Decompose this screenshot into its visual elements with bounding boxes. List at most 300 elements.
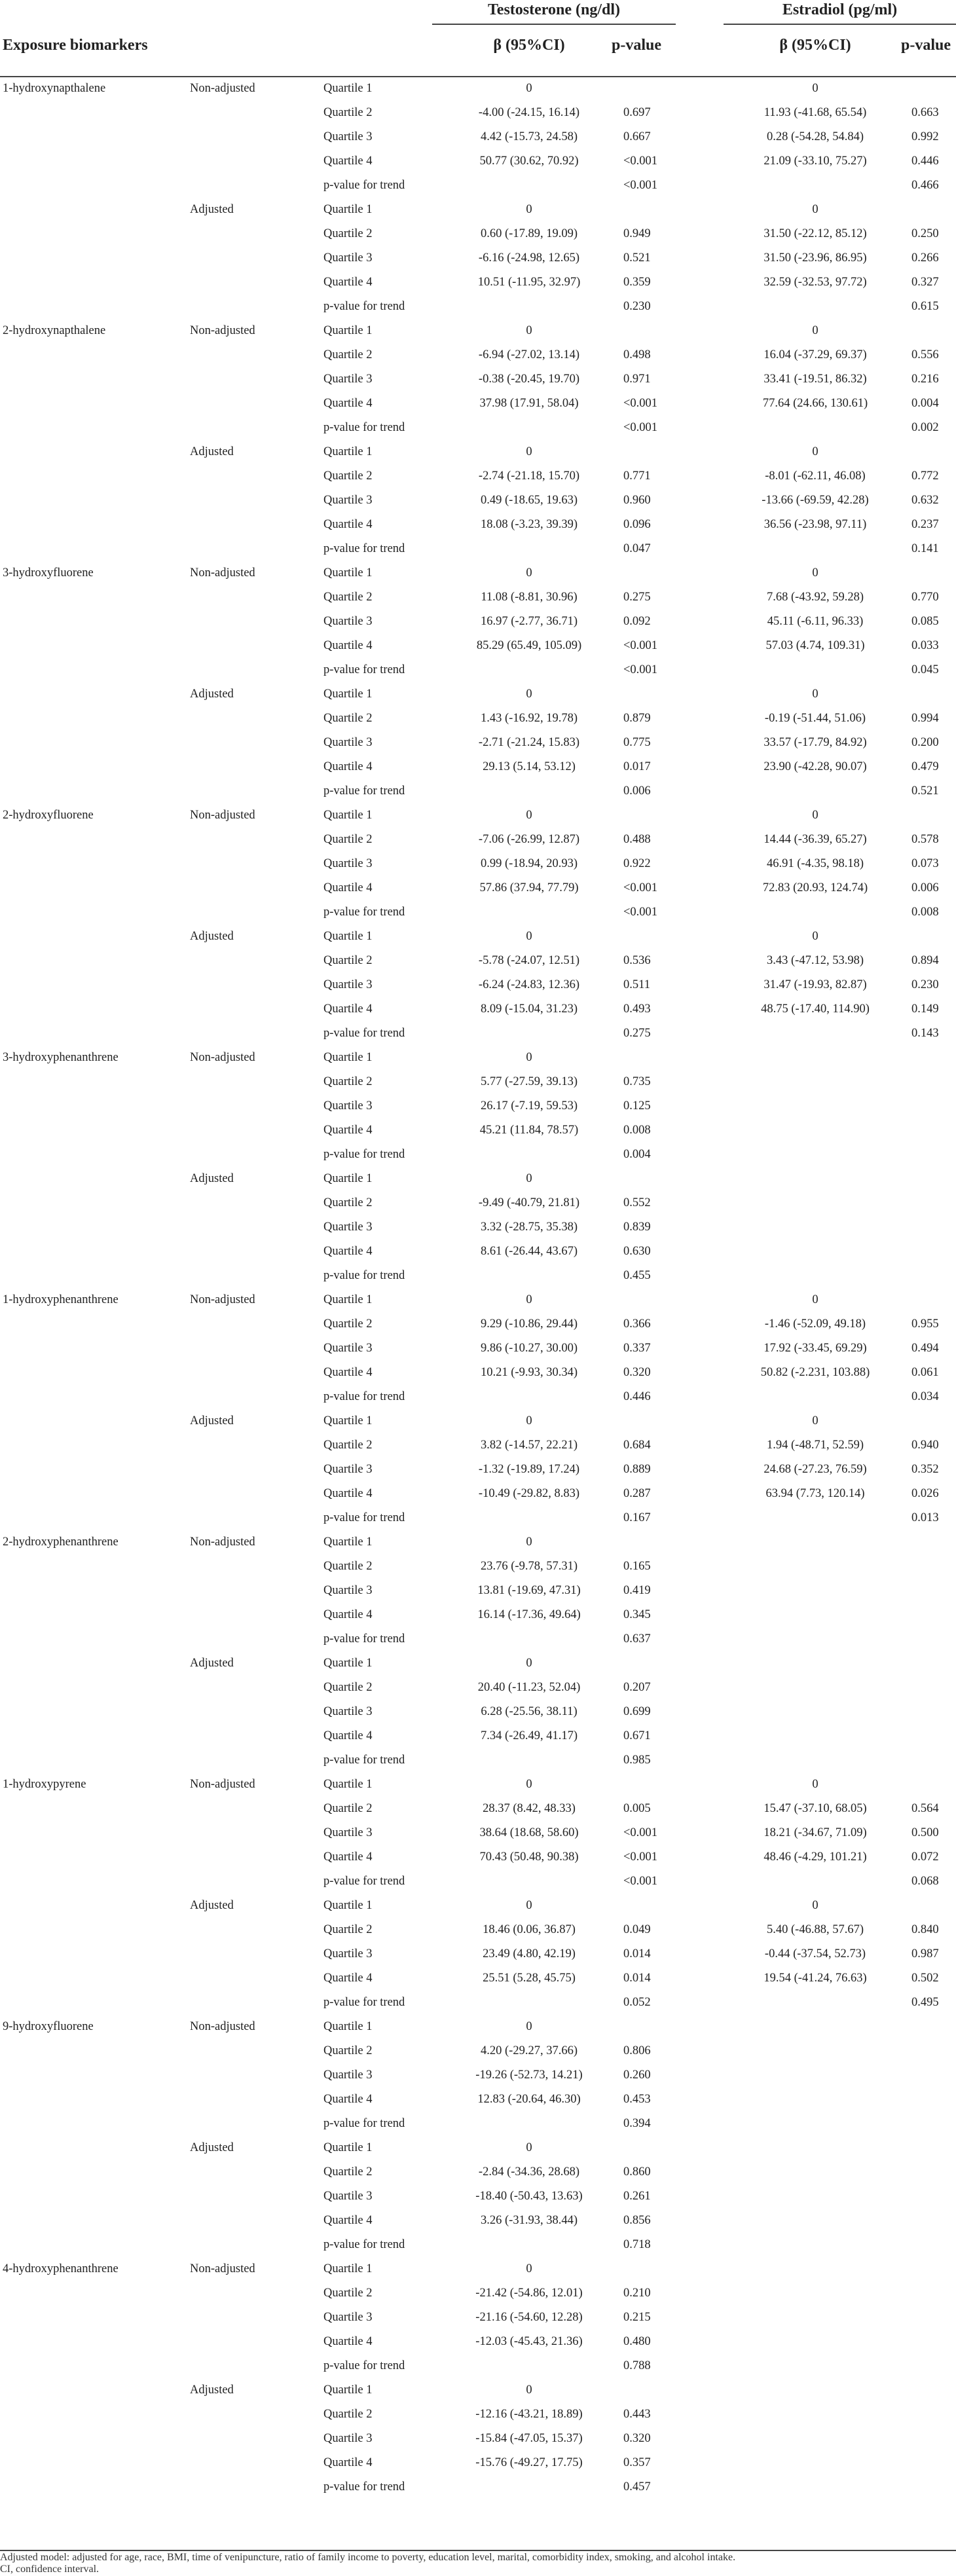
testosterone-pvalue-cell: 0.536 [623,954,651,967]
quartile-cell: Quartile 3 [323,1947,373,1960]
testosterone-beta-cell: 57.86 (37.94, 77.79) [479,881,579,894]
testosterone-group-header [432,0,676,25]
quartile-cell: Quartile 2 [323,227,373,240]
testosterone-pvalue-cell: 0.511 [623,978,650,991]
table-row [0,174,956,198]
estradiol-pvalue-cell: 0.495 [911,1996,939,2009]
table-row [0,1894,956,1918]
testosterone-beta-cell: 45.21 (11.84, 78.57) [479,1124,579,1137]
quartile-cell: Quartile 4 [323,276,373,289]
quartile-cell: Quartile 3 [323,2432,373,2445]
quartile-cell: Quartile 4 [323,1487,373,1500]
estradiol-pvalue-cell: 0.663 [911,106,939,119]
table-row [0,416,956,440]
testosterone-beta-cell: 3.82 (-14.57, 22.21) [481,1439,578,1452]
table-row [0,1579,956,1603]
testosterone-beta-cell: 18.08 (-3.23, 39.39) [481,518,578,531]
testosterone-beta-cell: -5.78 (-24.07, 12.51) [478,954,580,967]
testosterone-pvalue-cell: <0.001 [623,663,658,676]
quartile-cell: p-value for trend [323,300,405,313]
estradiol-beta-cell: 15.47 (-37.10, 68.05) [763,1802,867,1815]
testosterone-pvalue-cell: 0.949 [623,227,651,240]
quartile-cell: Quartile 3 [323,1826,373,1839]
table-row [0,392,956,416]
table-row [0,367,956,392]
testosterone-beta-cell: -21.16 (-54.60, 12.28) [475,2311,583,2324]
estradiol-beta-cell: 0 [812,809,818,822]
testosterone-beta-cell: 28.37 (8.42, 48.33) [483,1802,576,1815]
table-row [0,513,956,537]
estradiol-beta-cell: 0 [812,1899,818,1912]
quartile-cell: Quartile 2 [323,1317,373,1331]
quartile-cell: Quartile 3 [323,494,373,507]
table-row [0,537,956,561]
table-row [0,2015,956,2039]
table-row [0,2112,956,2136]
table-row [0,1409,956,1433]
estradiol-pvalue-cell: 0.564 [911,1802,939,1815]
table-row [0,343,956,367]
table-row [0,1215,956,1240]
testosterone-pvalue-cell: 0.671 [623,1729,651,1742]
testosterone-beta-cell: -10.49 (-29.82, 8.83) [478,1487,580,1500]
testosterone-beta-cell: 5.77 (-27.59, 39.13) [481,1075,578,1088]
testosterone-pvalue-cell: 0.287 [623,1487,651,1500]
quartile-cell: p-value for trend [323,2238,405,2251]
table-row [0,1530,956,1555]
biomarker-cell: 1-hydroxypyrene [3,1778,86,1791]
testosterone-pvalue-cell: 0.006 [623,784,651,798]
quartile-cell: Quartile 3 [323,1221,373,1234]
model-cell: Adjusted [190,688,234,701]
testosterone-pvalue-cell: 0.052 [623,1996,651,2009]
estradiol-pvalue-cell: 0.004 [911,397,939,410]
quartile-cell: Quartile 1 [323,688,373,701]
model-cell: Non-adjusted [190,1293,255,1306]
table-row [0,1966,956,1991]
estradiol-pvalue-cell: 0.940 [911,1439,939,1452]
estradiol-pvalue-cell: 0.045 [911,663,939,676]
testosterone-beta-cell: 16.97 (-2.77, 36.71) [481,615,578,628]
table-row [0,295,956,319]
quartile-cell: Quartile 4 [323,518,373,531]
estradiol-pvalue-cell: 0.006 [911,881,939,894]
table-row [0,440,956,464]
estradiol-beta-cell: 31.47 (-19.93, 82.87) [763,978,867,991]
estradiol-pvalue-cell: 0.266 [911,251,939,265]
testosterone-beta-cell: -2.84 (-34.36, 28.68) [478,2165,580,2179]
estradiol-beta-cell: 0 [812,566,818,580]
estradiol-beta-cell: 72.83 (20.93, 124.74) [762,881,868,894]
testosterone-pvalue-cell: 0.630 [623,1245,651,1258]
table-footnotes [0,2552,956,2575]
quartile-cell: Quartile 2 [323,833,373,846]
testosterone-beta-cell: 0 [526,2020,532,2033]
table-row [0,2427,956,2451]
testosterone-pvalue-cell: 0.775 [623,736,651,749]
quartile-cell: Quartile 3 [323,2311,373,2324]
quartile-cell: Quartile 3 [323,2069,373,2082]
quartile-cell: p-value for trend [323,784,405,798]
model-cell: Non-adjusted [190,1778,255,1791]
estradiol-pvalue-cell: 0.494 [911,1342,939,1355]
estradiol-pvalue-cell: 0.143 [911,1027,939,1040]
testosterone-pvalue-cell: 0.971 [623,373,651,386]
testosterone-pvalue-cell: 0.455 [623,1269,651,1282]
testosterone-pvalue-cell: 0.014 [623,1972,651,1985]
quartile-cell: Quartile 4 [323,2214,373,2227]
quartile-cell: Quartile 1 [323,1414,373,1427]
quartile-cell: Quartile 2 [323,591,373,604]
estradiol-beta-cell: 45.11 (-6.11, 96.33) [767,615,864,628]
quartile-cell: p-value for trend [323,1996,405,2009]
testosterone-pvalue-cell: 0.004 [623,1148,651,1161]
model-cell: Adjusted [190,445,234,458]
table-row [0,2378,956,2402]
quartile-cell: Quartile 2 [323,348,373,361]
testosterone-pvalue-cell: 0.419 [623,1584,651,1597]
table-row [0,1506,956,1530]
table-row [0,779,956,803]
quartile-cell: Quartile 4 [323,1245,373,1258]
estradiol-beta-cell: -13.66 (-69.59, 42.28) [762,494,869,507]
estradiol-beta-cell: 0 [812,203,818,216]
table-row [0,1094,956,1118]
testosterone-pvalue-cell: 0.230 [623,300,651,313]
estradiol-beta-cell: 0 [812,1293,818,1306]
biomarker-cell: 3-hydroxyfluorene [3,566,94,580]
estradiol-beta-cell: 0 [812,445,818,458]
estradiol-pvalue-cell: 0.085 [911,615,939,628]
table-row [0,149,956,174]
table-row [0,876,956,900]
quartile-cell: Quartile 1 [323,2383,373,2397]
testosterone-pvalue-cell: 0.275 [623,1027,651,1040]
testosterone-pvalue-cell: 0.125 [623,1099,651,1113]
testosterone-pvalue-cell: 0.357 [623,2456,651,2469]
quartile-cell: Quartile 1 [323,1293,373,1306]
estradiol-group-header [724,0,956,25]
testosterone-pvalue-cell: 0.493 [623,1003,651,1016]
table-row [0,319,956,343]
testosterone-beta-cell: 8.09 (-15.04, 31.23) [481,1003,578,1016]
table-row [0,1385,956,1409]
estradiol-beta-cell: 31.50 (-23.96, 86.95) [763,251,867,265]
estradiol-pvalue-cell: 0.002 [911,421,939,434]
table-body [0,77,956,2499]
testosterone-beta-cell: -2.74 (-21.18, 15.70) [478,469,580,483]
testosterone-pvalue-cell: <0.001 [623,421,658,434]
testosterone-beta-cell: 10.21 (-9.93, 30.34) [481,1366,578,1379]
testosterone-beta-cell: 0 [526,2141,532,2154]
estradiol-beta-cell: 36.56 (-23.98, 97.11) [763,518,867,531]
quartile-cell: Quartile 4 [323,2093,373,2106]
testosterone-pvalue-cell: 0.345 [623,1608,651,1621]
table-row [0,1942,956,1966]
table-row [0,900,956,925]
quartile-cell: Quartile 3 [323,1342,373,1355]
estradiol-beta-cell: 0 [812,82,818,95]
testosterone-beta-cell: 6.28 (-25.56, 38.11) [481,1705,578,1718]
testosterone-pvalue-cell: 0.320 [623,1366,651,1379]
estradiol-beta-cell: 24.68 (-27.23, 76.59) [763,1463,867,1476]
testosterone-beta-cell: 29.13 (5.14, 53.12) [483,760,576,773]
biomarker-cell: 3-hydroxyphenanthrene [3,1051,119,1064]
table-row [0,1312,956,1336]
testosterone-beta-cell: 0 [526,2383,532,2397]
testosterone-pvalue-cell: 0.788 [623,2359,651,2372]
testosterone-pvalue-cell: 0.337 [623,1342,651,1355]
biomarker-column-header: Exposure biomarkers [3,37,148,54]
testosterone-beta-cell: 23.49 (4.80, 42.19) [483,1947,576,1960]
estradiol-beta-cell: 19.54 (-41.24, 76.63) [763,1972,867,1985]
testosterone-beta-cell: -12.16 (-43.21, 18.89) [475,2408,583,2421]
quartile-cell: Quartile 2 [323,106,373,119]
quartile-cell: Quartile 3 [323,130,373,143]
quartile-cell: Quartile 3 [323,1584,373,1597]
quartile-cell: Quartile 3 [323,2190,373,2203]
testosterone-beta-cell: 26.17 (-7.19, 59.53) [481,1099,578,1113]
testosterone-beta-cell: 0 [526,1414,532,1427]
quartile-cell: Quartile 3 [323,857,373,870]
estradiol-beta-header: β (95%CI) [779,37,851,54]
testosterone-beta-cell: 23.76 (-9.78, 57.31) [481,1560,578,1573]
table-row [0,1458,956,1482]
testosterone-beta-cell: -18.40 (-50.43, 13.63) [475,2190,583,2203]
estradiol-pvalue-cell: 0.072 [911,1850,939,1864]
table-row [0,1748,956,1773]
estradiol-beta-cell: 0 [812,930,818,943]
table-row [0,707,956,731]
quartile-cell: Quartile 4 [323,881,373,894]
testosterone-beta-cell: 0 [526,1172,532,1185]
testosterone-beta-cell: -0.38 (-20.45, 19.70) [478,373,580,386]
testosterone-beta-cell: 4.42 (-15.73, 24.58) [481,130,578,143]
quartile-cell: Quartile 1 [323,1778,373,1791]
biomarker-cell: 2-hydroxyphenanthrene [3,1536,119,1549]
testosterone-pvalue-cell: 0.017 [623,760,651,773]
table-row [0,488,956,513]
estradiol-pvalue-cell: 0.216 [911,373,939,386]
testosterone-pvalue-cell: 0.320 [623,2432,651,2445]
testosterone-beta-cell: 0 [526,1899,532,1912]
quartile-cell: p-value for trend [323,2359,405,2372]
table-row [0,1361,956,1385]
model-cell: Adjusted [190,2141,234,2154]
testosterone-beta-cell: -15.76 (-49.27, 17.75) [475,2456,583,2469]
testosterone-pvalue-cell: 0.488 [623,833,651,846]
estradiol-beta-cell: 0.28 (-54.28, 54.84) [767,130,864,143]
table-row [0,658,956,682]
quartile-cell: Quartile 2 [323,2287,373,2300]
testosterone-beta-cell: 0 [526,809,532,822]
estradiol-header: Estradiol (pg/ml) [782,1,898,18]
testosterone-pvalue-cell: 0.453 [623,2093,651,2106]
table-row [0,2330,956,2354]
quartile-cell: Quartile 2 [323,1681,373,1694]
group-header-row [0,0,956,26]
table-row [0,77,956,101]
testosterone-pvalue-cell: 0.637 [623,1632,651,1646]
testosterone-pvalue-cell: 0.443 [623,2408,651,2421]
testosterone-pvalue-cell: 0.394 [623,2117,651,2130]
estradiol-pvalue-cell: 0.200 [911,736,939,749]
quartile-cell: Quartile 4 [323,1003,373,1016]
table-row [0,561,956,585]
table-row [0,1651,956,1676]
testosterone-beta-cell: 70.43 (50.48, 90.38) [479,1850,579,1864]
estradiol-beta-cell: 11.93 (-41.68, 65.54) [763,106,867,119]
estradiol-pvalue-cell: 0.500 [911,1826,939,1839]
testosterone-pvalue-cell: <0.001 [623,881,658,894]
testosterone-beta-cell: -6.16 (-24.98, 12.65) [478,251,580,265]
testosterone-pvalue-cell: 0.735 [623,1075,651,1088]
table-row [0,997,956,1021]
testosterone-beta-cell: 0 [526,1293,532,1306]
testosterone-pvalue-cell: 0.718 [623,2238,651,2251]
table-row [0,2233,956,2257]
estradiol-pvalue-cell: 0.237 [911,518,939,531]
testosterone-pvalue-header: p-value [612,37,662,54]
testosterone-beta-cell: 0 [526,1657,532,1670]
testosterone-pvalue-cell: 0.889 [623,1463,651,1476]
testosterone-beta-cell: 0 [526,203,532,216]
model-cell: Adjusted [190,2383,234,2397]
biomarker-cell: 1-hydroxynapthalene [3,82,106,95]
testosterone-beta-cell: 0 [526,324,532,337]
table-row [0,101,956,125]
table-row [0,682,956,707]
testosterone-beta-cell: 3.32 (-28.75, 35.38) [481,1221,578,1234]
testosterone-beta-cell: 25.51 (5.28, 45.75) [483,1972,576,1985]
table-row [0,634,956,658]
testosterone-pvalue-cell: <0.001 [623,1850,658,1864]
estradiol-pvalue-cell: 0.013 [911,1511,939,1524]
table-row [0,1021,956,1046]
estradiol-beta-cell: 33.41 (-19.51, 86.32) [763,373,867,386]
quartile-cell: Quartile 2 [323,2044,373,2057]
quartile-cell: Quartile 2 [323,712,373,725]
estradiol-pvalue-cell: 0.073 [911,857,939,870]
table-row [0,1603,956,1627]
testosterone-pvalue-cell: <0.001 [623,179,658,192]
quartile-cell: p-value for trend [323,2480,405,2493]
estradiol-pvalue-cell: 0.061 [911,1366,939,1379]
testosterone-beta-cell: -2.71 (-21.24, 15.83) [478,736,580,749]
testosterone-pvalue-cell: 0.261 [623,2190,651,2203]
testosterone-pvalue-cell: 0.359 [623,276,651,289]
model-cell: Adjusted [190,203,234,216]
table-row [0,1482,956,1506]
testosterone-beta-cell: -6.94 (-27.02, 13.14) [478,348,580,361]
estradiol-pvalue-cell: 0.479 [911,760,939,773]
quartile-cell: p-value for trend [323,663,405,676]
quartile-cell: p-value for trend [323,1754,405,1767]
testosterone-pvalue-cell: 0.167 [623,1511,651,1524]
estradiol-beta-cell: 0 [812,688,818,701]
testosterone-pvalue-cell: 0.684 [623,1439,651,1452]
quartile-cell: Quartile 2 [323,2165,373,2179]
estradiol-pvalue-cell: 0.026 [911,1487,939,1500]
estradiol-beta-cell: 77.64 (24.66, 130.61) [762,397,868,410]
testosterone-pvalue-cell: 0.667 [623,130,651,143]
estradiol-pvalue-cell: 0.556 [911,348,939,361]
estradiol-pvalue-cell: 0.987 [911,1947,939,1960]
testosterone-beta-cell: -1.32 (-19.89, 17.24) [478,1463,580,1476]
quartile-cell: p-value for trend [323,1390,405,1403]
quartile-cell: Quartile 3 [323,978,373,991]
testosterone-pvalue-cell: 0.457 [623,2480,651,2493]
quartile-cell: Quartile 4 [323,397,373,410]
table-row [0,2063,956,2088]
testosterone-pvalue-cell: 0.275 [623,591,651,604]
model-cell: Non-adjusted [190,566,255,580]
quartile-cell: Quartile 1 [323,1899,373,1912]
table-row [0,2039,956,2063]
estradiol-pvalue-cell: 0.992 [911,130,939,143]
table-row [0,1264,956,1288]
testosterone-beta-cell: 9.86 (-10.27, 30.00) [481,1342,578,1355]
table-row [0,1676,956,1700]
testosterone-beta-cell: 10.51 (-11.95, 32.97) [477,276,581,289]
testosterone-beta-cell: 3.26 (-31.93, 38.44) [481,2214,578,2227]
testosterone-pvalue-cell: 0.839 [623,1221,651,1234]
estradiol-pvalue-cell: 0.008 [911,906,939,919]
estradiol-beta-cell: 46.91 (-4.35, 98.18) [767,857,864,870]
testosterone-pvalue-cell: 0.521 [623,251,651,265]
estradiol-pvalue-cell: 0.521 [911,784,939,798]
estradiol-pvalue-cell: 0.149 [911,1003,939,1016]
testosterone-beta-cell: 50.77 (30.62, 70.92) [479,155,579,168]
quartile-cell: Quartile 4 [323,639,373,652]
table-row [0,2088,956,2112]
testosterone-beta-cell: 8.61 (-26.44, 43.67) [481,1245,578,1258]
testosterone-pvalue-cell: <0.001 [623,906,658,919]
testosterone-pvalue-cell: <0.001 [623,397,658,410]
table-row [0,1046,956,1070]
biomarker-cell: 9-hydroxyfluorene [3,2020,94,2033]
table-row [0,949,956,973]
table-row [0,2257,956,2281]
quartile-cell: Quartile 3 [323,373,373,386]
table-row [0,585,956,610]
estradiol-pvalue-cell: 0.446 [911,155,939,168]
model-cell: Non-adjusted [190,1051,255,1064]
testosterone-beta-cell: 85.29 (65.49, 105.09) [476,639,582,652]
estradiol-pvalue-cell: 0.632 [911,494,939,507]
table-row [0,2475,956,2499]
quartile-cell: Quartile 4 [323,760,373,773]
biomarker-cell: 4-hydroxyphenanthrene [3,2262,119,2275]
model-cell: Adjusted [190,930,234,943]
estradiol-beta-cell: 21.09 (-33.10, 75.27) [763,155,867,168]
testosterone-pvalue-cell: 0.366 [623,1317,651,1331]
estradiol-beta-cell: 33.57 (-17.79, 84.92) [763,736,867,749]
table-row [0,1724,956,1748]
testosterone-beta-cell: 0 [526,82,532,95]
testosterone-beta-cell: 18.46 (0.06, 36.87) [483,1923,576,1936]
testosterone-beta-cell: 0 [526,688,532,701]
quartile-cell: Quartile 1 [323,445,373,458]
quartile-cell: p-value for trend [323,906,405,919]
quartile-cell: Quartile 3 [323,736,373,749]
testosterone-pvalue-cell: 0.498 [623,348,651,361]
table-row [0,852,956,876]
testosterone-pvalue-cell: 0.806 [623,2044,651,2057]
quartile-cell: Quartile 1 [323,566,373,580]
biomarker-cell: 2-hydroxynapthalene [3,324,106,337]
quartile-cell: p-value for trend [323,1511,405,1524]
